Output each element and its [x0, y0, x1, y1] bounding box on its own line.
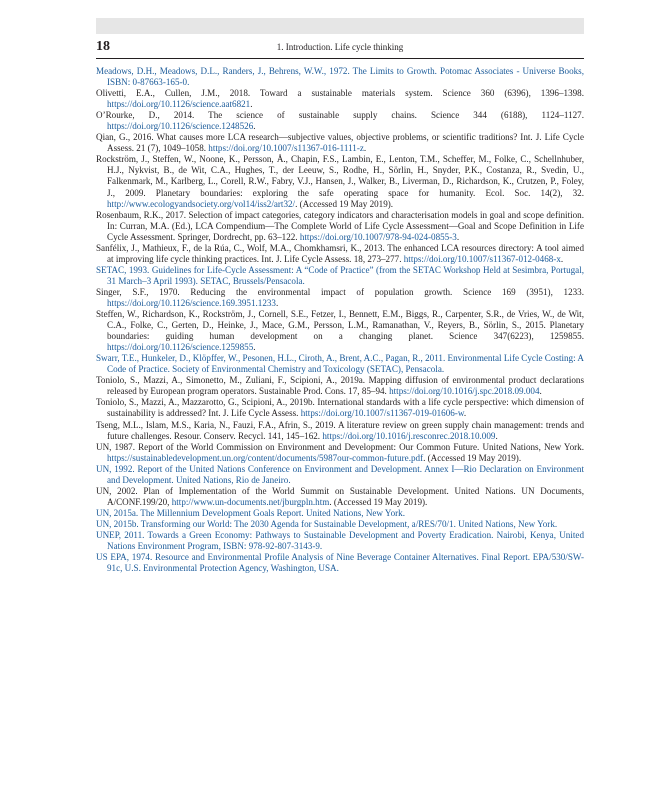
reference-entry	[96, 287, 584, 309]
reference-entry	[96, 309, 584, 353]
reference-suffix: .	[539, 386, 542, 397]
reference-suffix: .	[495, 430, 498, 441]
reference-text: UN, 2015a. The Millennium Development Goals Report. United Nations, New York.	[96, 507, 405, 518]
reference-entry	[96, 88, 584, 110]
reference-link[interactable]: https://sustainabledevelopment.un.org/content/documents/5987our-common-future.pdf	[107, 452, 424, 463]
reference-text: UN, 1992. Report of the United Nations Conference on Environment and Development. Annex I—Rio Declaration on Environment and Development. United Nations, Rio de Janeiro.	[96, 463, 584, 485]
reference-suffix: .	[463, 408, 467, 419]
reference-text: Rockström, J., Steffen, W., Noone, K., Persson, Å., Chapin, F.S., Lambin, E., Lenton, T.M., Scheffer, M., Folke, C., Schellnhuber, H.J., Nykvist, B., de Wit, C.A., Hughes, T., der Leeuw, S., Rodhe, H., Sörlin, H., Snyder, P.K., Costanza, R., Svedin, U., Falkenmark, M., Karlberg, L., Corell, R.W., Fabry, V.J., Hansen, J., Walker, B., Liverman, D., Richardson, K., Crutzen, P., Foley, J., 2009. Planetary boundaries: exploring the safe operating space for humanity. Ecol. Soc. 14(2), 32.	[96, 154, 584, 198]
reference-link[interactable]: http://www.un-documents.net/jburgpln.htm	[171, 496, 330, 507]
reference-link[interactable]: https://doi.org/10.1016/j.resconrec.2018.10.009	[322, 430, 496, 441]
reference-entry	[96, 110, 584, 132]
reference-link[interactable]: https://doi.org/10.1007/s11367-012-0468-x	[403, 253, 561, 264]
reference-link[interactable]: https://doi.org/10.1007/s11367-019-01606-w	[300, 408, 464, 419]
reference-link[interactable]: https://doi.org/10.1007/s11367-016-1111-z	[208, 143, 364, 154]
reference-link[interactable]: https://doi.org/10.1007/978-94-024-0855-3	[299, 231, 457, 242]
reference-entry	[96, 486, 584, 508]
reference-entry	[96, 353, 584, 375]
reference-entry	[96, 375, 584, 397]
reference-text: Singer, S.F., 1970. Reducing the environmental impact of population growth. Science 169 (3951), 1233.	[96, 286, 584, 297]
reference-entry	[96, 66, 584, 88]
reference-text: Tseng, M.L., Islam, M.S., Karia, N., Fauzi, F.A., Afrin, S., 2019. A literature review on green supply chain management: trends and future challenges. Resour. Conserv. Recycl. 141, 145–162.	[96, 419, 584, 441]
reference-link[interactable]: https://doi.org/10.1126/science.169.3951.1233	[107, 297, 276, 308]
reference-text: UN, 1987. Report of the World Commission on Environment and Development: Our Common Future. United Nations, New York.	[96, 441, 584, 452]
reference-entry	[96, 397, 584, 419]
reference-suffix: .	[253, 342, 256, 353]
reference-suffix: . (Accessed 19 May 2019).	[329, 496, 428, 507]
reference-suffix: .	[560, 253, 564, 264]
reference-entry	[96, 210, 584, 243]
reference-text: Swarr, T.E., Hunkeler, D., Klöpffer, W., Pesonen, H.L., Ciroth, A., Brent, A.C., Pagan, R., 2011. Environmental Life Cycle Costing: A Code of Practice. Society of Environmental Chemistry and Toxicology (SETAC), Pensacola.	[96, 353, 584, 375]
reference-link[interactable]: https://doi.org/10.1126/science.aat6821	[107, 99, 251, 110]
reference-entry	[96, 243, 584, 265]
reference-text: Meadows, D.H., Meadows, D.L., Randers, J., Behrens, W.W., 1972. The Limits to Growth. Potomac Associates - Universe Books, ISBN: 0-87663-165-0.	[96, 66, 584, 88]
reference-text: Steffen, W., Richardson, K., Rockström, J., Cornell, S.E., Fetzer, I., Bennett, E.M., Biggs, R., Carpenter, S.R., de Vries, W., de Wit, C.A., Folke, C., Gerten, D., Heinke, J., Mace, G.M., Persson, L.M., Ramanathan, V., Reyers, B., Sörlin, S., 2015. Planetary boundaries: guiding human development on a changing planet. Science 347(6223), 1259855.	[96, 309, 584, 342]
reference-suffix: .	[250, 99, 253, 110]
reference-entry	[96, 420, 584, 442]
reference-text: US EPA, 1974. Resource and Environmental Profile Analysis of Nine Beverage Container Alternatives. Final Report. EPA/530/SW-91c, U.S. Environmental Protection Agency, Washington, USA.	[96, 552, 584, 574]
reference-entry	[96, 519, 584, 530]
reference-link[interactable]: https://doi.org/10.1126/science.1259855	[107, 342, 254, 353]
reference-suffix: .	[456, 231, 460, 242]
reference-suffix: .	[253, 121, 256, 132]
reference-text: Olivetti, E.A., Cullen, J.M., 2018. Toward a sustainable materials system. Science 360 (6396), 1396–1398.	[96, 88, 584, 99]
reference-text: SETAC, 1993. Guidelines for Life-Cycle Assessment: A “Code of Practice” (from the SETAC Workshop Held at Sesimbra, Portugal, 31 March–3 April 1993). SETAC, Brussels/Pensacola.	[96, 264, 584, 286]
reference-link[interactable]: http://www.ecologyandsociety.org/vol14/iss2/art32/	[107, 198, 296, 209]
reference-suffix: .	[363, 143, 367, 154]
reference-text: UNEP, 2011. Towards a Green Economy: Pathways to Sustainable Development and Poverty Eradication. Nairobi, Kenya, United Nations Environment Program, ISBN: 978-92-807-3143-9.	[96, 529, 584, 552]
reference-entry	[96, 132, 584, 154]
running-head: 1. Introduction. Life cycle thinking	[276, 42, 404, 52]
reference-suffix: . (Accessed 19 May 2019).	[295, 198, 394, 209]
reference-text: Toniolo, S., Mazzi, A., Simonetto, M., Zuliani, F., Scipioni, A., 2019a. Mapping diffusion of environmental product declarations released by European program operators. Sustainable Prod. Cons. 17, 85–94.	[96, 375, 584, 397]
reference-link[interactable]: https://doi.org/10.1016/j.spc.2018.09.004	[389, 386, 540, 397]
reference-entry	[96, 530, 584, 552]
reference-text: Rosenbaum, R.K., 2017. Selection of impact categories, category indicators and characterisation models in goal and scope definition. In: Curran, M.A. (Ed.), LCA Compendium—The Complete World of Life Cycle Assessment—Goal and Scope Definition in Life Cycle Assessment. Springer, Dordrecht, pp. 63–122.	[96, 209, 584, 242]
reference-suffix: .	[275, 297, 279, 308]
reference-text: O’Rourke, D., 2014. The science of sustainable supply chains. Science 344 (6188), 1124–1127.	[96, 110, 584, 121]
top-band	[96, 18, 584, 34]
reference-suffix: . (Accessed 19 May 2019).	[423, 452, 522, 463]
reference-list	[96, 66, 584, 574]
reference-text: Sanfélix, J., Mathieux, F., de la Rúa, C., Wolf, M.A., Chomkhamsri, K., 2013. The enhanced LCA resources directory: A tool aimed at improving life cycle thinking practices. Int. J. Life Cycle Assess. 18, 273–277.	[96, 242, 584, 264]
reference-text: UN, 2002. Plan of Implementation of the World Summit on Sustainable Development. United Nations. UN Documents, A/CONF.199/20,	[96, 485, 584, 507]
page-number: 18	[96, 39, 110, 54]
reference-entry	[96, 552, 584, 574]
reference-entry	[96, 464, 584, 486]
reference-entry	[96, 154, 584, 209]
page-header	[96, 38, 584, 59]
reference-entry	[96, 508, 584, 519]
reference-entry	[96, 442, 584, 464]
reference-text: UN, 2015b. Transforming our World: The 2030 Agenda for Sustainable Development, a/RES/70/1. United Nations, New York.	[96, 518, 558, 529]
reference-entry	[96, 265, 584, 287]
reference-text: Toniolo, S., Mazzi, A., Mazzarotto, G., Scipioni, A., 2019b. International standards with a life cycle perspective: which dimension of sustainability is addressed? Int. J. Life Cycle Assess.	[96, 397, 584, 419]
reference-text: Qian, G., 2016. What causes more LCA research—subjective values, objective problems, or scientific traditions? Int. J. Life Cycle Assess. 21 (7), 1049–1058.	[96, 132, 584, 154]
reference-link[interactable]: https://doi.org/10.1126/science.1248526	[107, 121, 254, 132]
